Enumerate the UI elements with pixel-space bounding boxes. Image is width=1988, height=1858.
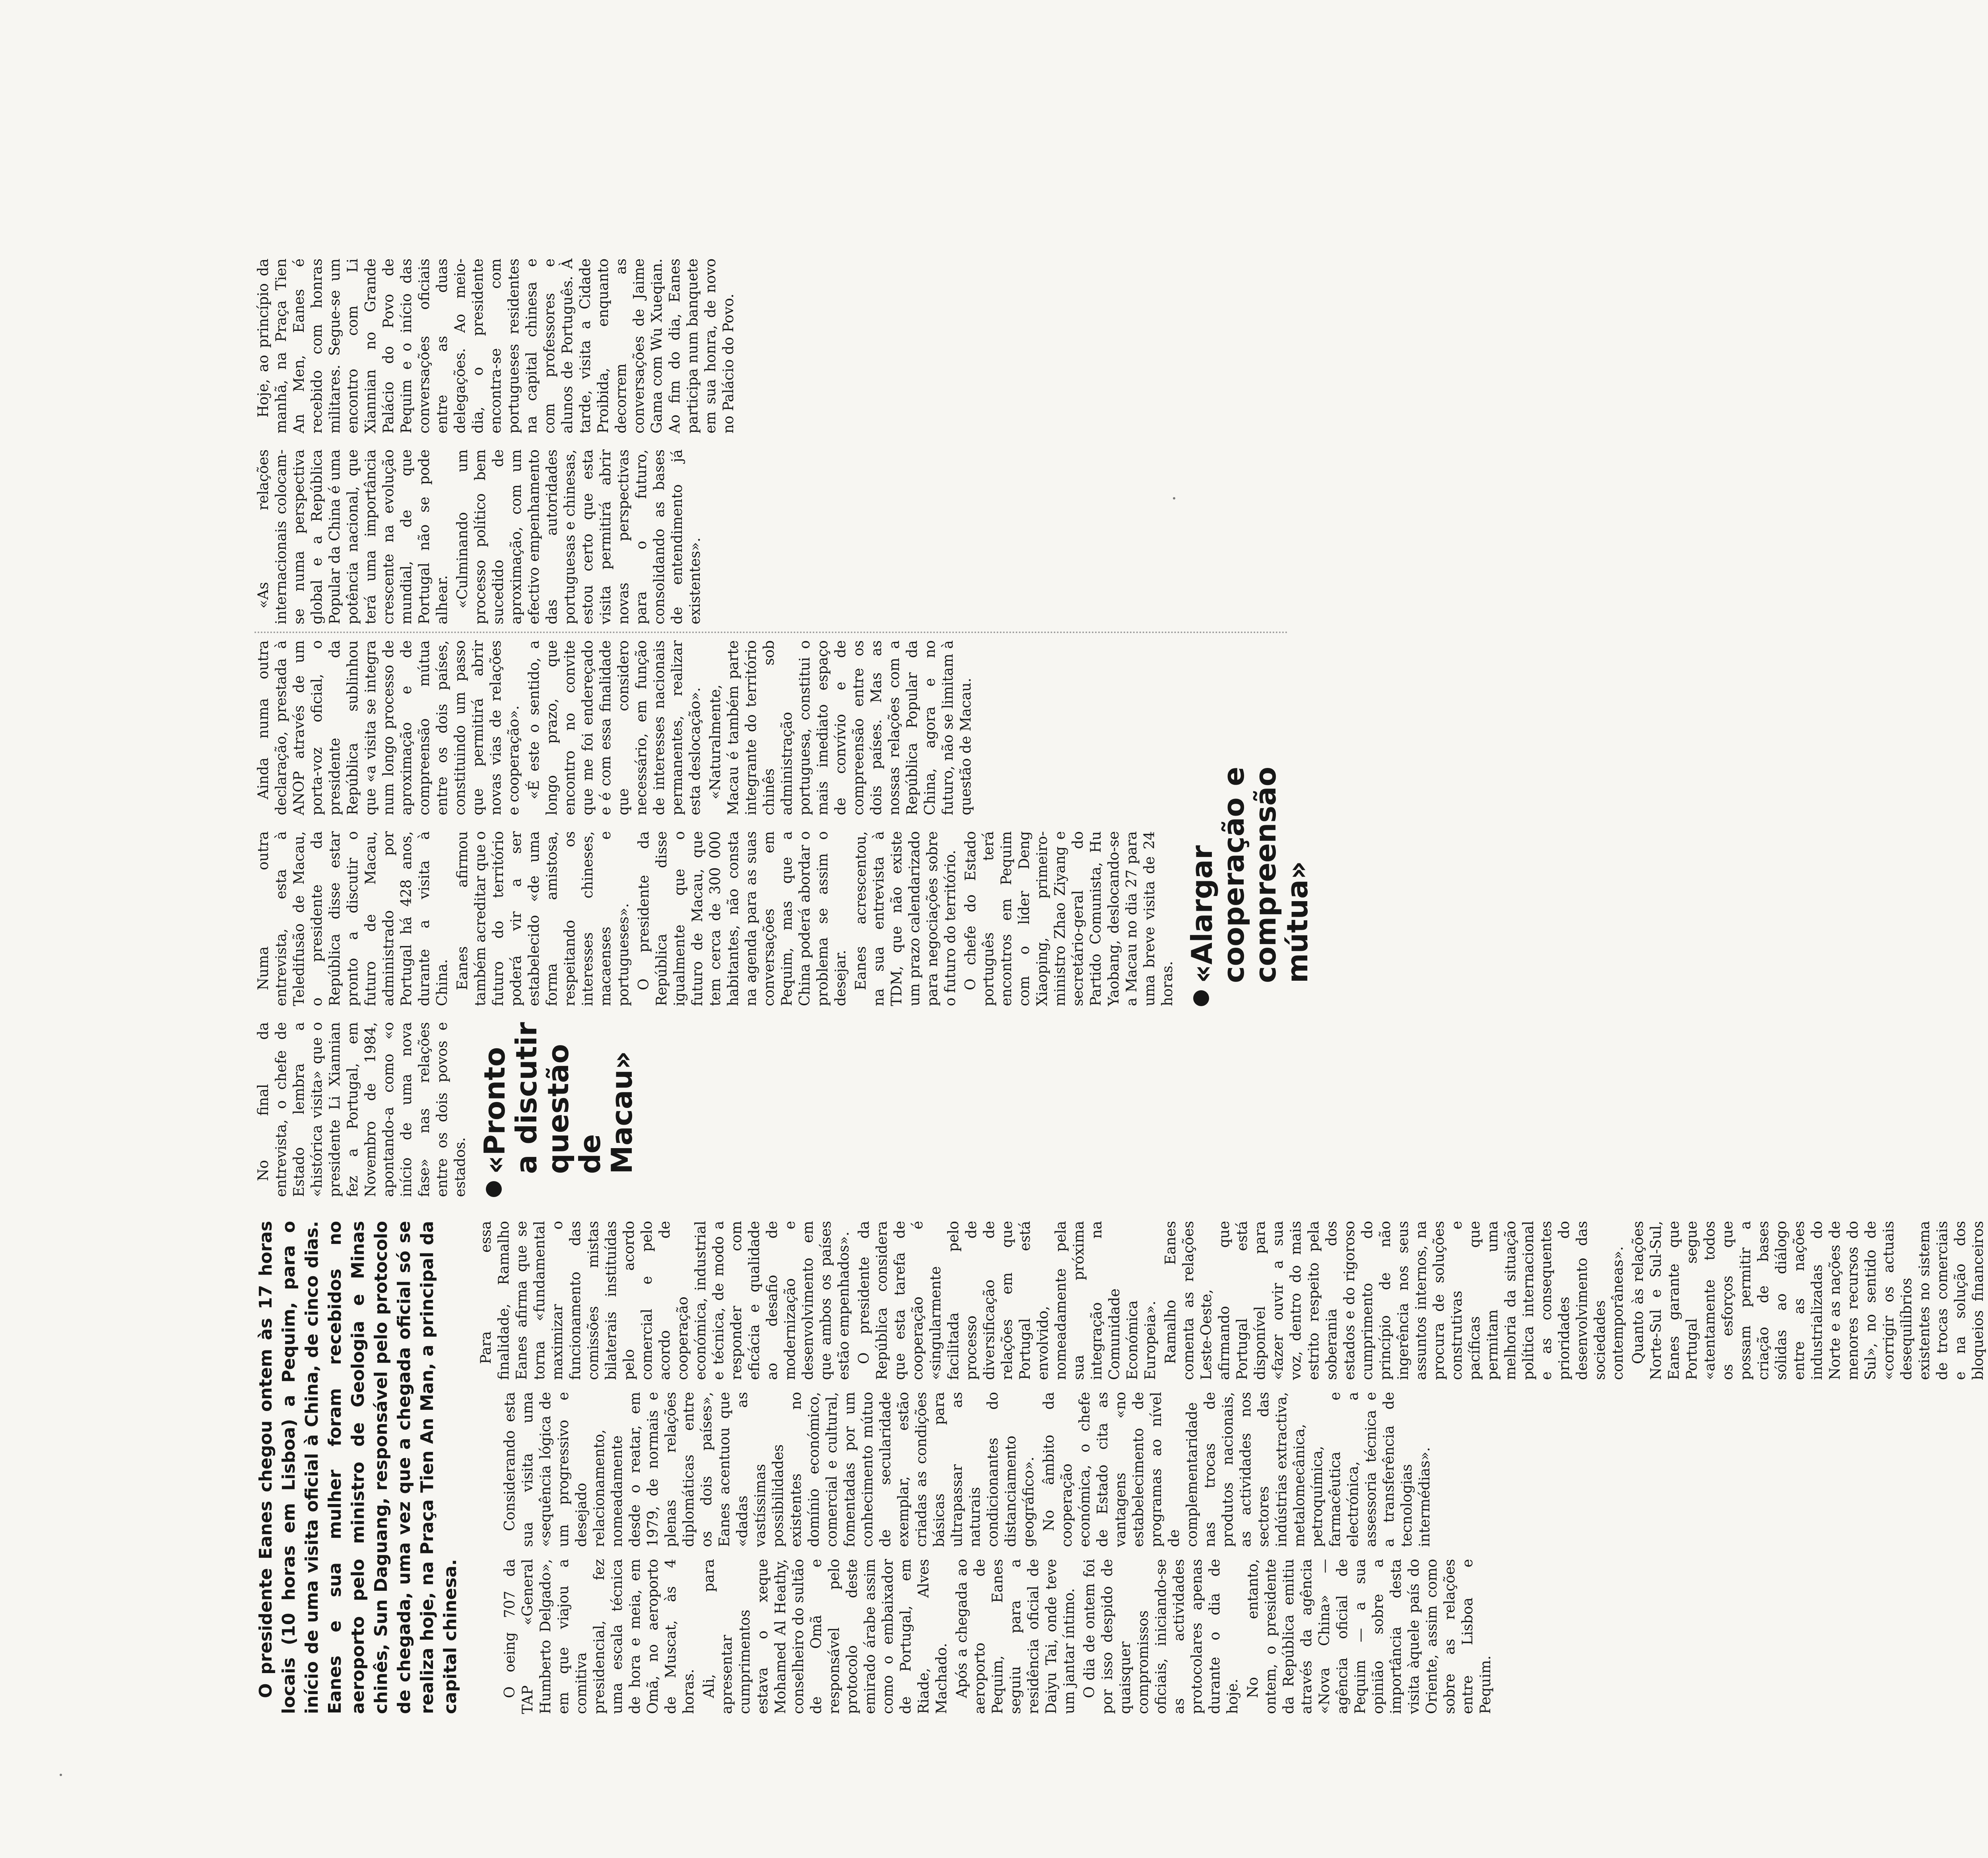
paragraph: «Culminando um processo político bem sucedido de aproximação, com um efectivo empenhamento das autoridades portuguesas e chinesas, estou certo que esta visita permitirá abrir novas perspectivas para o futuro, consolidando as bases de entendimento já existentes». (454, 449, 703, 624)
paragraph: Hoje, ao princípio da manhã, na Praça Tien An Men, Eanes é recebido com honras militares. Segue-se um encontro com Li Xiannian no Grande Palácio do Povo de Pequim e o início das conversações oficiais entre as duas delegações. Ao meio-dia, o presidente encontra-se com portugueses residentes na capital chinesa e com professores e alunos de Português. À tarde, visita a Cidade Proibida, enquanto decorrem as conversações de Jaime Gama com Wu Xueqian. Ao fim do dia, Eanes participa num banquete em sua honra, de novo no Palácio do Povo. (255, 258, 737, 433)
subheading-text: «Pronto a discutir questão de Macau» (478, 1022, 639, 1174)
paragraph: Considerando esta sua visita uma «sequência lógica de um progressivo e desejado relacionamento, nomeadamente desde o reatar, em 1979, de normais e plenas relações diplomáticas entre os dois países», Eanes acentuou que «dadas as vastíssimas possibilidades existentes no domínio económico, comercial e cultural, fomentadas por um conhecimento mútuo de secularidade exemplar, estão criadas as condições básicas para ultrapassar as naturais condicionantes do distanciamento geográfico». (502, 1392, 1037, 1547)
lead-paragraph (254, 1221, 462, 1714)
paragraph: Ainda numa outra declaração, prestada à ANOP através de um porta-voz oficial, o presidente da República sublinhou que «a visita se integra num longo processo de aproximação e de compreensão mútua entre os dois países, constituindo um passo que permitirá abrir novas vias de relações e cooperação». (255, 640, 522, 815)
paragraph: Ali, para apresentar cumprimentos estava o xeque Mohamed Al Heathy, conselheiro do sultão de Omã e responsável pelo protocolo deste emirado árabe assim como o embaixador de Portugal, em Riade, Alves Machado. (701, 1559, 950, 1714)
column-divider (254, 632, 1288, 633)
paragraph: Eanes afirmou também acreditar que o futuro do território poderá vir a ser estabelecido «de uma forma amistosa, respeitando os interesses chineses, macaenses e portugueses». (454, 831, 632, 1006)
article-column-3 (477, 1221, 1988, 1380)
paragraph: No entanto, ontem, o presidente da República emitiu através da agência «Nova China» — agência oficial de Pequim — a sua opinião sobre a importância desta visita àquele país do Oriente, assim como sobre as relações entre Lisboa e Pequim. (1245, 1559, 1494, 1714)
scan-speck (60, 1774, 62, 1776)
paragraph: Numa outra entrevista, esta à Teledifusão de Macau, o presidente da República disse estar pronto a discutir o futuro de Macau, administrado por Portugal há 428 anos, durante a visita à China. (255, 831, 450, 1006)
article-column-8 (254, 258, 740, 433)
paragraph: O presidente da República disse igualmente que o futuro de Macau, que tem cerca de 300 000 habitantes, não consta na agenda para as suas conversações em Pequim, mas que a China poderá abordar o problema se assim o desejar. (636, 831, 849, 1006)
scan-speck (1173, 497, 1175, 499)
bullet-icon (486, 1181, 502, 1197)
paragraph: O presidente da República considera que esta tarefa de cooperação é «singularmente facilitada pelo processo de diversificação de relações em que Portugal está envolvido, nomeadamente pela sua próxima integração na Comunidade Económica Europeia». (856, 1221, 1159, 1380)
paragraph: Ramalho Eanes comenta as relações Leste-Oeste, afirmando que Portugal está disponível para «fazer ouvir a sua voz, dentro do mais estrito respeito pela soberania dos estados e do rigoroso cumprimento do princípio de não ingerência nos seus assuntos internos, na procura de soluções construtivas e pacíficas que permitam uma melhoria da situação política internacional e as consequentes prioridades do desenvolvimento das sociedades contemporâneas». (1163, 1221, 1626, 1380)
bullet-icon (1193, 990, 1209, 1006)
article-column-7 (254, 449, 707, 624)
article-column-1 (501, 1559, 1497, 1714)
subheading-macau (479, 1022, 638, 1197)
paragraph: No âmbito da cooperação económica, o chefe de Estado cita as vantagens «no estabelecimento de programas ao nível de complementaridade nas trocas de produtos nacionais, as actividades nos sectores das indústrias extractiva, metalomecânica, petroquímica, farmacêutica e electrónica, a assessoria técnica e a transferência de tecnologias intermédias». (1041, 1392, 1433, 1547)
subheading-text: «Alargar cooperação e compreensão mútua» (1185, 766, 1314, 983)
subheading-cooperation (1185, 766, 1314, 1006)
paragraph: Quanto às relações Norte-Sul e Sul-Sul, Eanes garante que Portugal segue «atentamente todos os esforços que possam permitir a criação de bases sólidas ao diálogo entre as nações industrializadas do Norte e as nações de menores recursos do Sul», no sentido de «corrigir os actuais desequilíbrios existentes no sistema de trocas comerciais e na solução dos bloqueios financeiros (1630, 1221, 1986, 1380)
article-column-6 (254, 640, 977, 815)
paragraph: Para essa finalidade, Ramalho Eanes afirma que se torna «fundamental maximizar o funcionamento das comissões mistas bilaterais instituídas pelo acordo comercial e pelo acordo de cooperação económica, industrial e técnica, de modo a responder com eficácia e qualidade ao desafio de modernização e desenvolvimento em que ambos os países estão empenhados». (478, 1221, 852, 1380)
paragraph: No final da entrevista, o chefe de Estado lembra a «histórica visita» que o presidente Li Xiannian fez a Portugal, em Novembro de 1984, apontando-a como «o início de uma nova fase» nas relações entre os dois povos e estados. (255, 1022, 468, 1197)
paragraph: «É este o sentido, a longo prazo, que encontro no convite que me foi endereçado e é com essa finalidade que considero necessário, em função de interesses nacionais permanentes, realizar esta deslocação». (526, 640, 703, 815)
paragraph: «Naturalmente, Macau é também parte integrante do território chinês sob administração portuguesa, constitui o mais imediato espaço de convívio e de compreensão entre os dois países. Mas as nossas relações com a República Popular da China, agora e no futuro, não se limitam à questão de Macau. (707, 640, 974, 815)
article-column-4 (254, 1022, 647, 1197)
paragraph: Após a chegada ao aeroporto de Pequim, Eanes seguiu para a residência oficial de Daiyu Tai, onde teve um jantar íntimo. (954, 1559, 1077, 1714)
newspaper-clipping (254, 107, 1986, 1714)
paragraph: O dia de ontem foi por isso despido de quaisquer compromissos oficiais, iniciando-se as actividades protocolares apenas durante o dia de hoje. (1081, 1559, 1241, 1714)
lead-text: O presidente Eanes chegou ontem às 17 horas locais (10 horas em Lisboa) a Pequim, para o início de uma visita oficial à China, de cinco dias. Eanes e sua mulher foram recebidos no aeroporto pelo ministro de Geologia e Minas chinês, Sun Daguang, responsável pelo protocolo de chegada, uma vez que a chegada oficial só se realiza hoje, na Praça Tien An Man, a principal da capital chinesa. (256, 1221, 460, 1714)
paragraph: Eanes acrescentou, na sua entrevista à TDM, que não existe um prazo calendarizado para negociações sobre o futuro do território. (853, 831, 959, 1006)
paragraph: «As relações internacionais colocam-se numa perspectiva global e a República Popular da China é uma potência nacional, que terá uma importância crescente na evolução mundial, de que Portugal não se pode alhear. (255, 449, 450, 624)
paragraph: O chefe do Estado português terá encontros em Pequim com o líder Deng Xiaoping, primeiro-ministro Zhao Ziyang e secretário-geral do Partido Comunista, Hu Yaobang, deslocando-se a Macau no dia 27 para uma breve visita de 24 horas. (963, 831, 1176, 1006)
article-column-5 (254, 766, 1323, 1006)
article-column-2 (501, 1392, 1436, 1547)
paragraph: O oeing 707 da TAP «General Humberto Delgado», em que viajou a comitiva presidencial, fez uma escala técnica de hora e meia, em Omã, no aeroporto de Muscat, às 4 horas. (502, 1559, 697, 1714)
